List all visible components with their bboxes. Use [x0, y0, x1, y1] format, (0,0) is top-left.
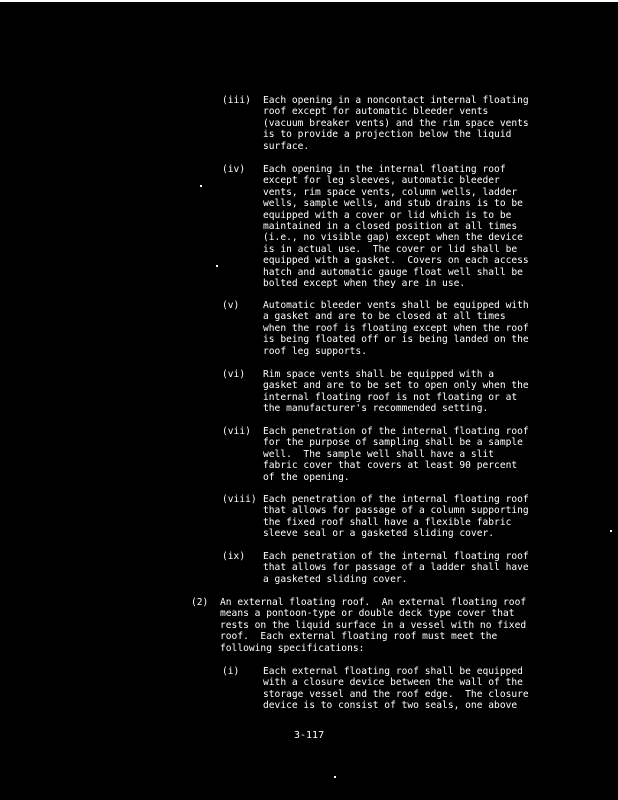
text-line: of the opening.	[263, 471, 350, 483]
text-line: Each penetration of the internal floating roof	[263, 426, 529, 437]
text-line: Automatic bleeder vents shall be equipped with	[263, 300, 529, 311]
text-line: roof except for automatic bleeder vents	[263, 106, 489, 118]
text-line: when the roof is floating except when the roof	[263, 322, 529, 334]
text-line: following specifications:	[220, 642, 365, 654]
text-line: the fixed roof shall have a flexible fabric	[263, 516, 512, 528]
item-text	[263, 369, 529, 415]
scan-speck	[216, 265, 218, 267]
text-line: hatch and automatic gauge float well shall be	[263, 266, 523, 278]
text-line: surface.	[263, 140, 310, 152]
text-line: wells, sample wells, and stub drains is to be	[263, 198, 523, 210]
text-line: rests on the liquid surface in a vessel with no fixed	[220, 619, 527, 631]
item-number: (i)	[222, 666, 240, 677]
text-line: is to provide a projection below the liquid	[263, 129, 512, 141]
item-number: (viii)	[222, 494, 257, 505]
item-text	[263, 494, 529, 540]
item-text	[263, 666, 529, 712]
text-line: with a closure device between the wall of the	[263, 677, 523, 689]
item-text	[263, 300, 529, 357]
text-line: An external floating roof. An external floating roof	[220, 597, 527, 608]
text-line: roof. Each external floating roof must meet the	[220, 631, 498, 643]
text-line: fabric cover that covers at least 90 percent	[263, 460, 518, 472]
text-line: Each penetration of the internal floating roof	[263, 551, 529, 562]
item-text	[263, 95, 529, 152]
item-text	[263, 426, 529, 483]
text-line: Each penetration of the internal floating roof	[263, 494, 529, 505]
item-number: (ix)	[222, 551, 246, 562]
scan-speck	[334, 776, 336, 778]
text-line: Each opening in a noncontact internal floating	[263, 95, 529, 106]
item-number: (vii)	[222, 426, 251, 437]
item-number: (iii)	[222, 95, 251, 106]
text-line: (i.e., no visible gap) except when the device	[263, 232, 523, 244]
text-line: equipped with a gasket. Covers on each access	[263, 255, 529, 267]
text-line: is in actual use. The cover or lid shall be	[263, 243, 518, 255]
text-line: that allows for passage of a column supporting	[263, 505, 529, 517]
text-line: the manufacturer's recommended setting.	[263, 403, 489, 415]
text-line: bolted except when they are in use.	[263, 278, 466, 290]
text-line: Rim space vents shall be equipped with a	[263, 369, 495, 380]
item-text	[263, 551, 529, 585]
text-line: device is to consist of two seals, one above	[263, 700, 518, 712]
item-number: (2)	[191, 597, 209, 608]
item-text	[263, 164, 529, 289]
text-line: a gasketed sliding cover.	[263, 573, 408, 585]
text-line: vents, rim space vents, column wells, ladder	[263, 186, 518, 198]
scan-speck	[200, 185, 202, 187]
item-number: (v)	[222, 300, 240, 311]
text-line: is being floated off or is being landed on the	[263, 334, 529, 346]
text-line: for the purpose of sampling shall be a sample	[263, 437, 523, 449]
text-line: well. The sample well shall have a slit	[263, 448, 495, 460]
text-line: storage vessel and the roof edge. The closure	[263, 688, 529, 700]
text-line: Each external floating roof shall be equipped	[263, 666, 523, 677]
text-line: (vacuum breaker vents) and the rim space vents	[263, 117, 529, 129]
text-line: equipped with a cover or lid which is to be	[263, 209, 512, 221]
item-number: (iv)	[222, 164, 246, 175]
text-line: that allows for passage of a ladder shall have	[263, 562, 529, 574]
text-line: sleeve seal or a gasketed sliding cover.	[263, 528, 495, 540]
text-line: Each opening in the internal floating roof	[263, 164, 506, 175]
item-text	[220, 597, 526, 654]
scan-edge-line	[0, 0, 618, 2]
text-line: a gasket and are to be closed at all times	[263, 311, 506, 323]
text-line: internal floating roof is not floating or at	[263, 391, 518, 403]
item-number: (vi)	[222, 369, 246, 380]
scan-speck	[610, 530, 612, 532]
text-line: maintained in a closed position at all times	[263, 221, 518, 233]
text-line: roof leg supports.	[263, 345, 367, 357]
text-line: except for leg sleeves, automatic bleeder	[263, 175, 500, 187]
text-line: gasket and are to be set to open only when the	[263, 380, 529, 392]
page-number: 3-117	[294, 730, 325, 741]
text-line: means a pontoon-type or double deck type cover that	[220, 608, 515, 620]
